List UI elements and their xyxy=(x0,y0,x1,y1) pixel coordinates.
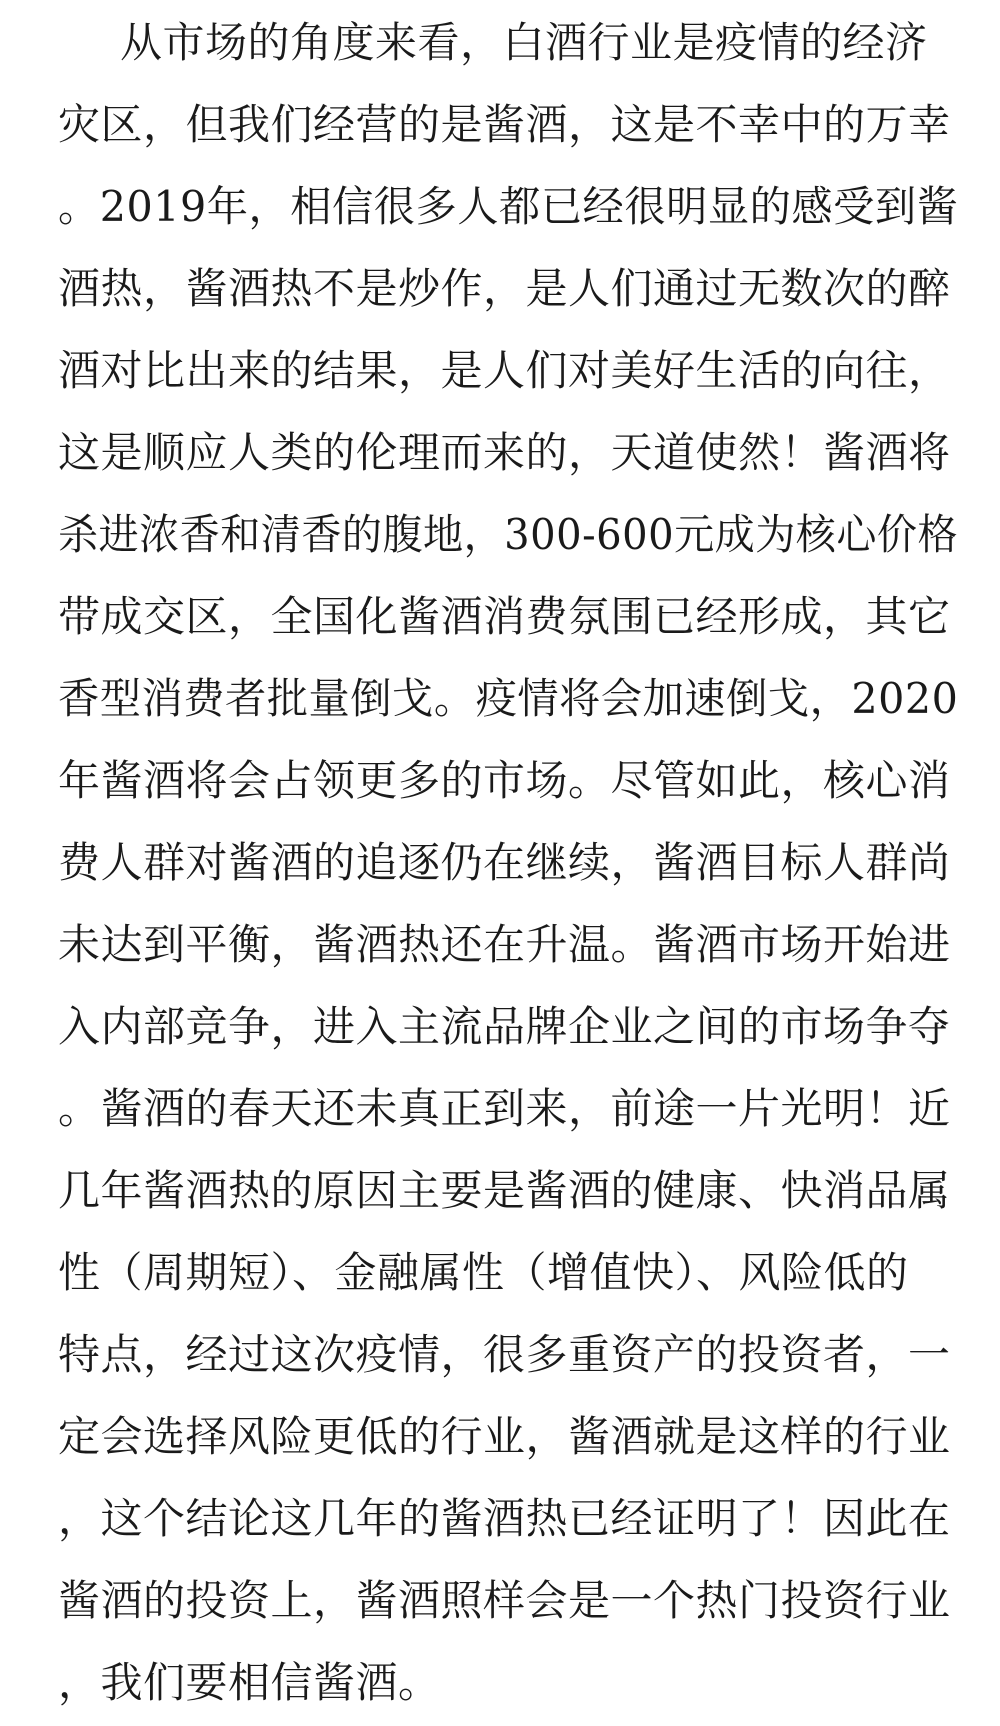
text-line-16: 性（周期短）、金融属性（增值快）、风险低的 xyxy=(58,1248,909,1297)
text-line-20: 酱酒的投资上，酱酒照样会是一个热门投资行业 xyxy=(58,1576,951,1625)
text-line-19: ，这个结论这几年的酱酒热已经证明了！因此在 xyxy=(58,1494,951,1543)
text-line-1: 从市场的角度来看，白酒行业是疫情的经济 xyxy=(120,18,928,67)
text-line-17: 特点，经过这次疫情，很多重资产的投资者，一 xyxy=(58,1330,951,1379)
text-line-18: 定会选择风险更低的行业，酱酒就是这样的行业 xyxy=(58,1412,951,1461)
text-line-3: 。2019年，相信很多人都已经很明显的感受到酱 xyxy=(58,182,959,231)
text-line-13: 入内部竞争，进入主流品牌企业之间的市场争夺 xyxy=(58,1002,951,1051)
text-line-6: 这是顺应人类的伦理而来的，天道使然！酱酒将 xyxy=(58,428,951,477)
text-line-9: 香型消费者批量倒戈。疫情将会加速倒戈，2020 xyxy=(58,674,959,723)
text-line-8: 带成交区，全国化酱酒消费氛围已经形成，其它 xyxy=(58,592,951,641)
text-line-21: ，我们要相信酱酒。 xyxy=(58,1658,441,1707)
text-line-2: 灾区，但我们经营的是酱酒，这是不幸中的万幸 xyxy=(58,100,951,149)
text-line-10: 年酱酒将会占领更多的市场。尽管如此，核心消 xyxy=(58,756,951,805)
text-line-5: 酒对比出来的结果，是人们对美好生活的向往， xyxy=(58,346,951,395)
text-line-4: 酒热，酱酒热不是炒作，是人们通过无数次的醉 xyxy=(58,264,951,313)
text-line-7: 杀进浓香和清香的腹地，300-600元成为核心价格 xyxy=(58,510,959,559)
text-line-14: 。酱酒的春天还未真正到来，前途一片光明！近 xyxy=(58,1084,951,1133)
text-line-11: 费人群对酱酒的追逐仍在继续，酱酒目标人群尚 xyxy=(58,838,951,887)
text-line-15: 几年酱酒热的原因主要是酱酒的健康、快消品属 xyxy=(58,1166,951,1215)
text-line-12: 未达到平衡，酱酒热还在升温。酱酒市场开始进 xyxy=(58,920,951,969)
